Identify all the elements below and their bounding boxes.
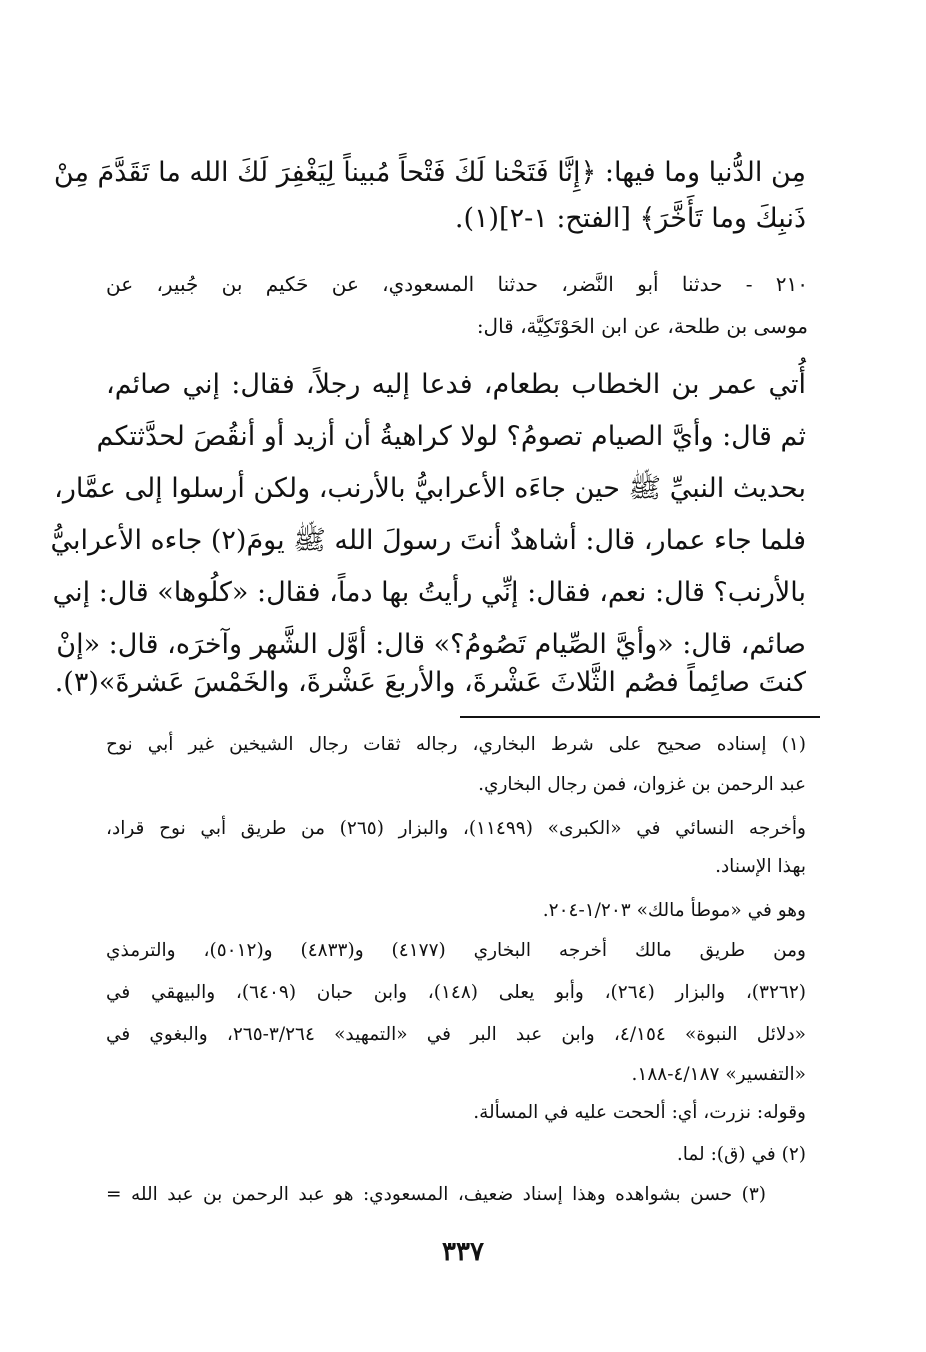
hadith-chain-line: موسى بن طلحة، عن ابن الحَوْتَكِيَّة، قال: (476, 314, 808, 338)
footnote-line: «دلائل النبوة» ٤/١٥٤، وابن عبد البر في «التمهيد» ٣/٢٦٤-٢٦٥، والبغوي في (106, 1024, 806, 1045)
footnote-line: (٢) في (ق): لما. (676, 1144, 806, 1165)
main-text-line: فلما جاء عمار، قال: أشاهدٌ أنتَ رسولَ الله ﷺ يومَ(٢) جاءه الأعرابيُّ (50, 525, 806, 556)
main-text-line: ثم قال: وأيَّ الصيام تصومُ؟ لولا كراهيةُ أن أزيد أو أنقُصَ لحدَّثتكم (96, 421, 806, 452)
footnote-line: (٣٢٦٢)، والبزار (٢٦٤)، وأبو يعلى (١٤٨)، وابن حبان (٦٤٠٩)، والبيهقي في (106, 982, 806, 1003)
main-text-line: بحديث النبيِّ ﷺ حين جاءَه الأعرابيُّ بالأرنب، ولكن أرسلوا إلى عمَّار، (54, 473, 806, 504)
hadith-chain-line: ٢١٠ - حدثنا أبو النَّضر، حدثنا المسعودي، عن حَكيم بن جُبير، عن (106, 272, 808, 296)
footnote-line: بهذا الإسناد. (715, 856, 806, 877)
footnote-line: ومن طريق مالك أخرجه البخاري (٤١٧٧) و(٤٨٣٣) و(٥٠١٢)، والترمذي (106, 940, 806, 961)
main-text-line: أُتي عمر بن الخطاب بطعام، فدعا إليه رجلاً، فقال: إني صائم، (106, 369, 806, 400)
page-number: ٣٣٧ (442, 1237, 484, 1267)
footnote-line: عبد الرحمن بن غزوان، فمن رجال البخاري. (478, 774, 806, 795)
footnote-line: (٣) حسن بشواهده وهذا إسناد ضعيف، المسعودي: هو عبد الرحمن بن عبد الله = (106, 1184, 766, 1205)
main-text-line: بالأرنب؟ قال: نعم، فقال: إنِّي رأيتُ بها دماً، فقال: «كلُوها» قال: إني (52, 577, 806, 608)
footnote-line: وهو في «موطأ مالك» ١/٢٠٣-٢٠٤. (542, 900, 806, 921)
footnote-line: «التفسير» ٤/١٨٧-١٨٨. (631, 1064, 806, 1085)
footnote-line: (١) إسناده صحيح على شرط البخاري، رجاله ثقات رجال الشيخين غير أبي نوح (106, 734, 806, 755)
footnote-line: وقوله: نزرت، أي: ألححت عليه في المسألة. (473, 1102, 806, 1123)
main-text-line: صائم، قال: «وأيَّ الصِّيام تَصُومُ؟» قال: أوَّل الشَّهر وآخرَه، قال: «إنْ (56, 629, 806, 660)
footnote-line: وأخرجه النسائي في «الكبرى» (١١٤٩٩)، والبزار (٢٦٥) من طريق أبي نوح قراد، (106, 818, 806, 839)
main-text-line: ذَنبِكَ وما تَأَخَّرَ﴾ [الفتح: ١-٢](١). (454, 203, 806, 234)
main-text-line: كنتَ صائِماً فصُم الثَّلاثَ عَشْرةَ، والأربعَ عَشْرةَ، والخَمْسَ عَشرةَ»(٣). (54, 667, 806, 698)
footnote-divider (460, 716, 820, 718)
main-text-line: مِن الدُّنيا وما فيها: ﴿إِنَّا فَتَحْنا لَكَ فَتْحاً مُبيناً لِيَغْفِرَ لَكَ الله ما تَقَدَّمَ مِنْ (53, 157, 806, 188)
